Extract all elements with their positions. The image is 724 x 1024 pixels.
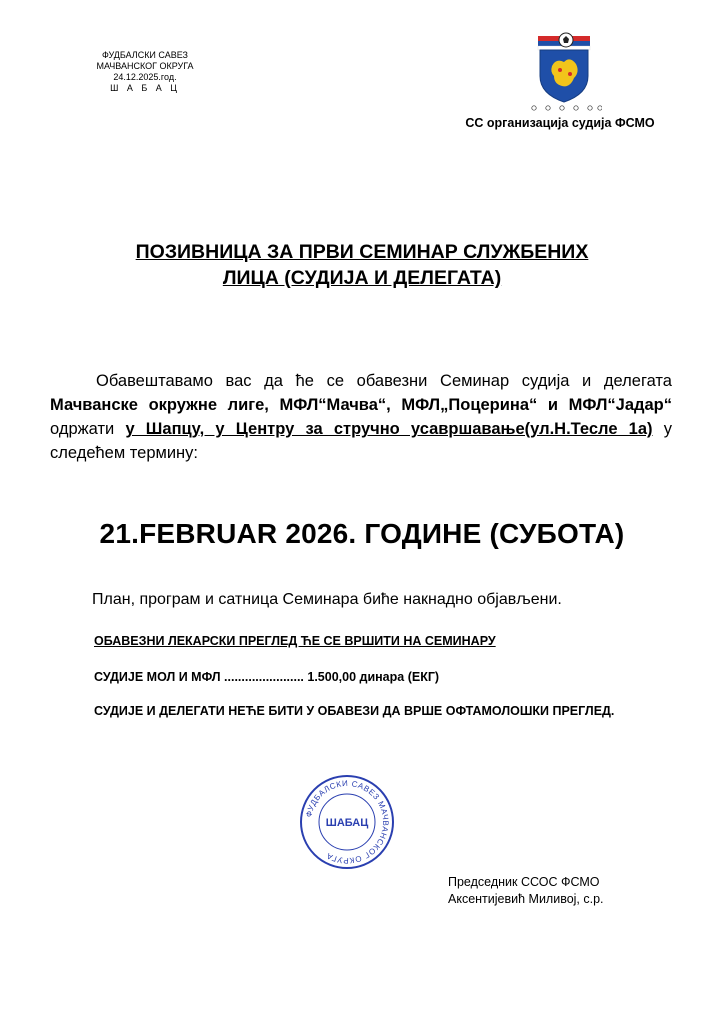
invitation-paragraph (50, 369, 672, 465)
body-location: у Шапцу, у Центру за стручно усавршавање(ул.Н.Тесле 1а) (125, 420, 653, 438)
signature-block (448, 874, 668, 908)
stamp-ring-text: ФУДБАЛСКИ САВЕЗ МАЧВАНСКОГ ОКРУГА (304, 778, 391, 866)
official-stamp-icon (297, 772, 397, 872)
seminar-date: 21.FEBRUAR 2026. ГОДИНЕ (СУБОТА) (99, 518, 625, 549)
plan-note: План, програм и сатница Семинара биће накнадно објављени. (92, 591, 562, 608)
signature-name: Аксентијевић Миливој, с.р. (448, 892, 604, 906)
medical-note: СУДИЈЕ И ДЕЛЕГАТИ НЕЋЕ БИТИ У ОБАВЕЗИ ДА ВРШЕ ОФТАМОЛОШКИ ПРЕГЛЕД. (94, 704, 615, 718)
sender-block (60, 50, 230, 94)
medical-exam-title: ОБАВЕЗНИ ЛЕКАРСКИ ПРЕГЛЕД ЋЕ СЕ ВРШИТИ НА СЕМИНАРУ (94, 634, 496, 648)
body-text1: Обавештавамо вас да ће се обавезни Семинар судија и делегата (96, 372, 672, 390)
federation-logo-icon (526, 32, 602, 112)
sender-org-line2: МАЧВАНСКОГ ОКРУГА (96, 61, 194, 71)
medical-fee: СУДИЈЕ МОЛ И МФЛ ....................... 1.500,00 динара (ЕКГ) (94, 670, 440, 684)
sender-date: 24.12.2025.год. (113, 72, 177, 82)
sender-org-line1: ФУДБАЛСКИ САВЕЗ (102, 50, 188, 60)
title-line2: ЛИЦА (СУДИЈА И ДЕЛЕГАТА) (222, 267, 502, 289)
body-text3: у следећем термину: (50, 420, 672, 462)
page-title (50, 239, 674, 291)
title-line1: ПОЗИВНИЦА ЗА ПРВИ СЕМИНАР СЛУЖБЕНИХ (135, 241, 589, 263)
signature-role: Председник ССОС ФСМО (448, 875, 600, 889)
referee-organization-name: СС организација судија ФСМО (465, 116, 655, 130)
stamp-center-text: ШАБАЦ (325, 817, 369, 829)
body-text2: одржати (50, 420, 126, 438)
sender-city: Ш А Б А Ц (110, 83, 180, 93)
body-leagues: Мачванске окружне лиге, МФЛ“Мачва“, МФЛ„Поцерина“ и МФЛ“Јадар“ (50, 396, 672, 414)
